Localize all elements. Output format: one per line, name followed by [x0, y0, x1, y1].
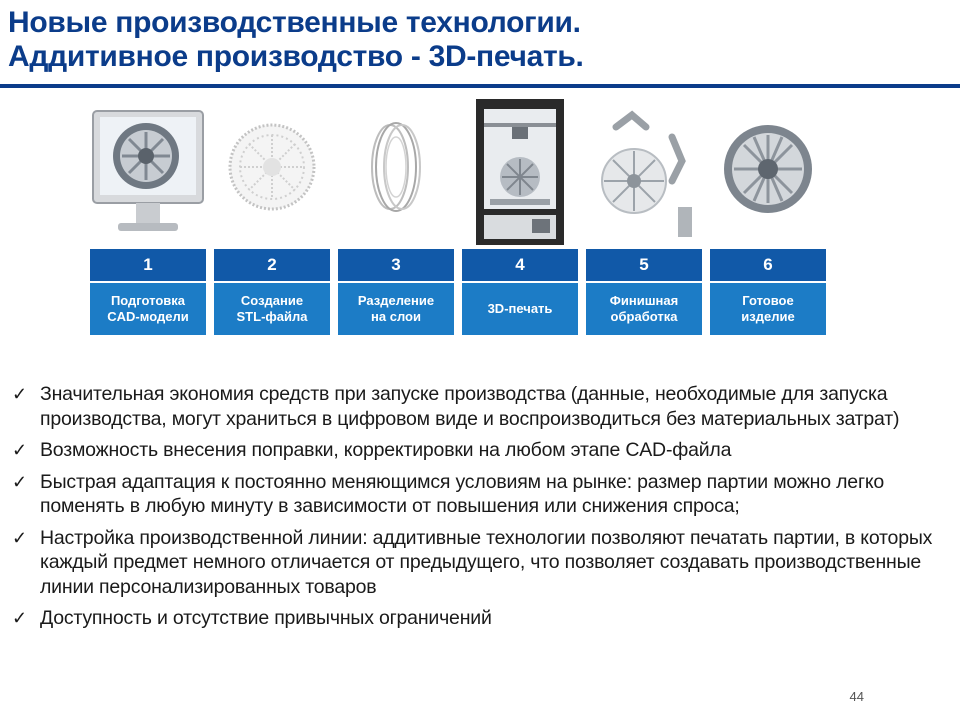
- check-icon: ✓: [12, 608, 27, 628]
- check-icon: ✓: [12, 440, 27, 460]
- step-number: 3: [338, 249, 454, 281]
- check-icon: ✓: [12, 471, 27, 492]
- check-icon: ✓: [12, 384, 27, 404]
- step-caption: Подготовка CAD-модели: [90, 283, 206, 335]
- list-item-text: Быстрая адаптация к постоянно меняющимся условиям на рынке: размер партии можно легко поменять в любую минуту в зависимости от повышения или снижения спроса;: [40, 470, 885, 517]
- list-item-text: Значительная экономия средств при запуске производства (данные, необходимые для запуска производства, могут храниться в цифровом виде и воспроизводиться без материальных затрат): [40, 383, 900, 430]
- step-number: 1: [90, 249, 206, 281]
- slide-title-line-1: Новые производственные технологии.: [8, 6, 581, 39]
- list-item: [12, 382, 942, 431]
- process-step-5: [586, 97, 702, 342]
- step-number: 4: [462, 249, 578, 281]
- step-caption: Финишная обработка: [586, 283, 702, 335]
- step-caption: Разделение на слои: [338, 283, 454, 335]
- title-divider: [0, 84, 960, 88]
- robot-arms-fan-icon: [586, 97, 702, 247]
- step-caption: Создание STL-файла: [214, 283, 330, 335]
- slide-title: [8, 6, 584, 74]
- list-item: [12, 606, 942, 631]
- process-steps: [90, 97, 830, 342]
- list-item: [12, 526, 942, 600]
- step-number: 6: [710, 249, 826, 281]
- process-step-4: [462, 97, 578, 342]
- process-step-1: [90, 97, 206, 342]
- step-caption: Готовое изделие: [710, 283, 826, 335]
- 3d-printer-icon: [462, 97, 578, 247]
- process-step-2: [214, 97, 330, 342]
- check-icon: ✓: [12, 527, 27, 548]
- slide-title-line-2: Аддитивное производство - 3D-печать.: [8, 40, 584, 73]
- process-step-6: [710, 97, 826, 342]
- finished-fan-icon: [710, 97, 826, 247]
- page-number: 44: [849, 689, 864, 704]
- process-step-3: [338, 97, 454, 342]
- list-item: [12, 438, 942, 463]
- layered-rings-icon: [338, 97, 454, 247]
- list-item-text: Доступность и отсутствие привычных ограничений: [40, 607, 492, 629]
- monitor-with-fan-model-icon: [90, 97, 206, 247]
- list-item-text: Настройка производственной линии: аддитивные технологии позволяют печатать партии, в которых каждый предмет немного отличается от предыдущего, что позволяет создавать производственные линии персонализированных товаров: [40, 526, 933, 598]
- step-caption: 3D-печать: [462, 283, 578, 335]
- list-item: [12, 470, 942, 519]
- step-number: 2: [214, 249, 330, 281]
- list-item-text: Возможность внесения поправки, корректировки на любом этапе CAD-файла: [40, 439, 732, 461]
- step-number: 5: [586, 249, 702, 281]
- wireframe-fan-icon: [214, 97, 330, 247]
- benefits-list: [12, 382, 942, 638]
